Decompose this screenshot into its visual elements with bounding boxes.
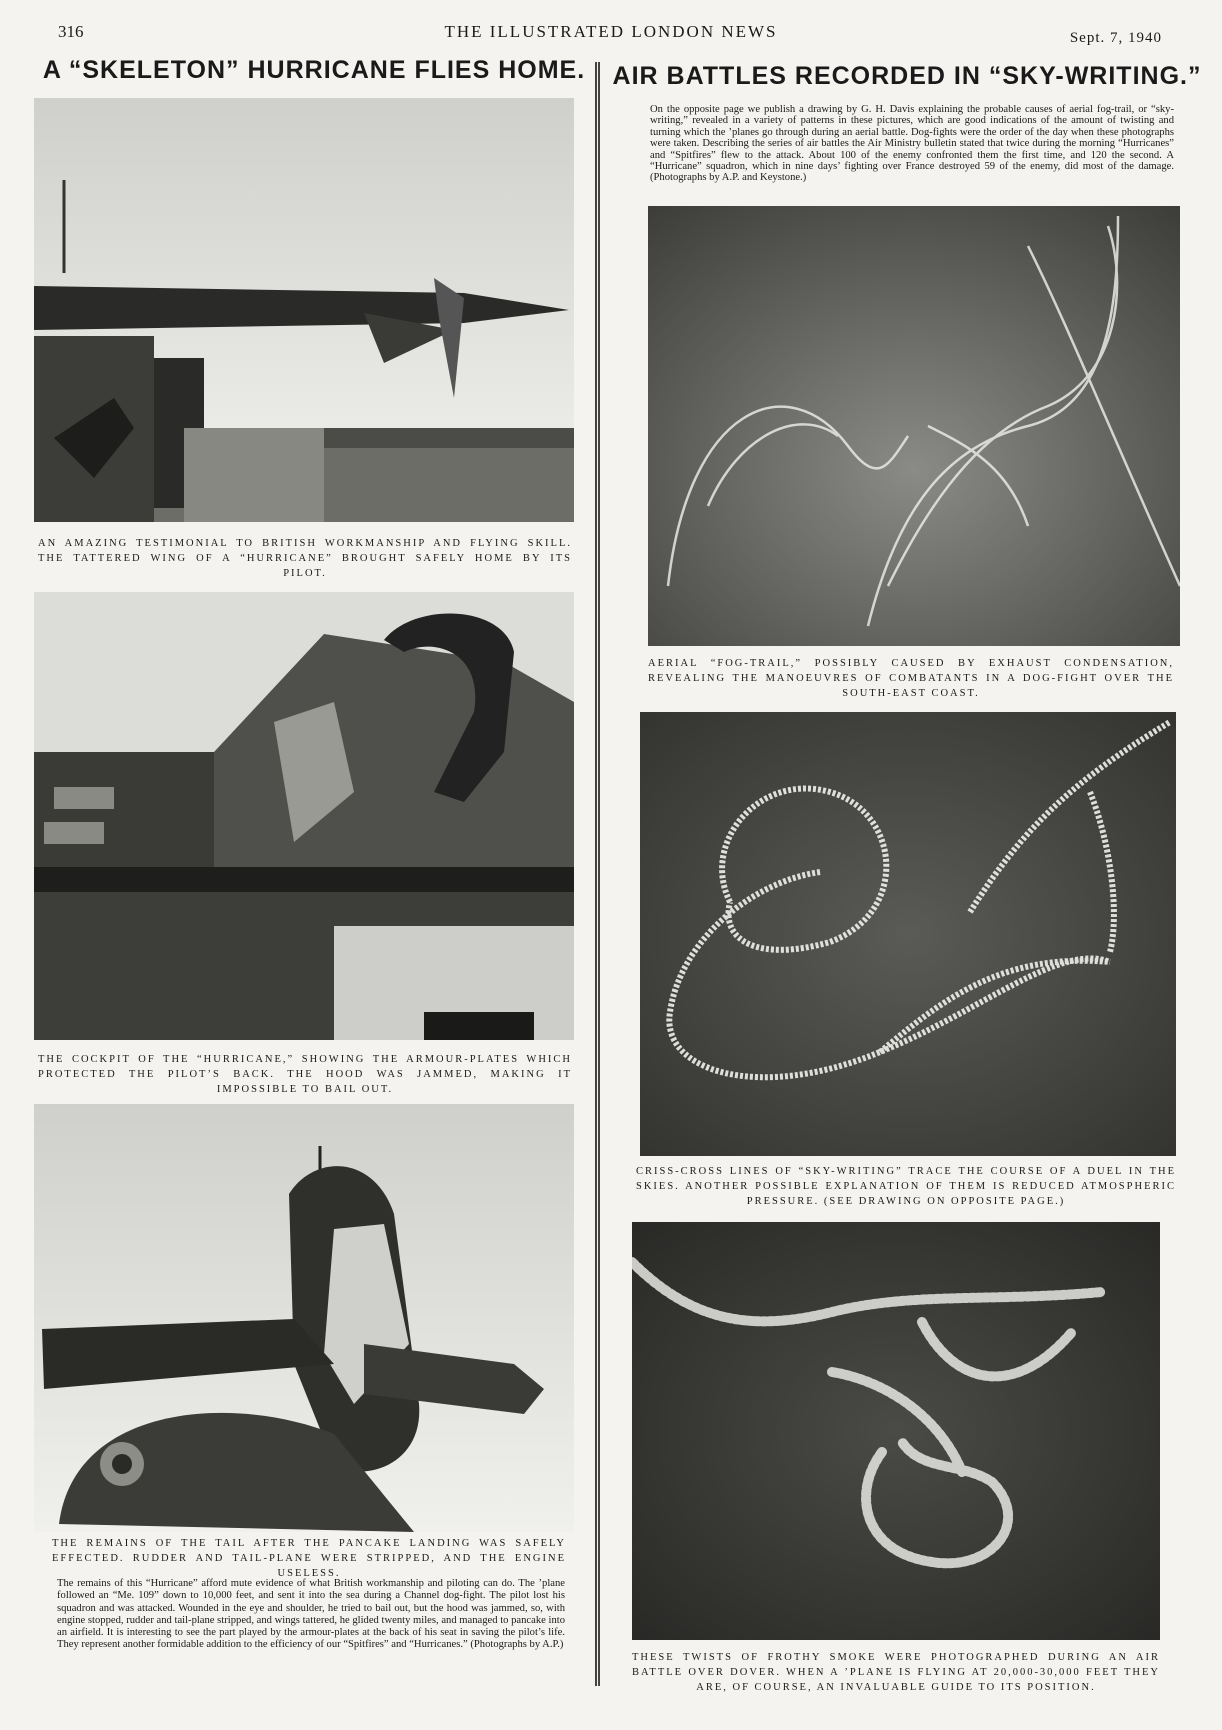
photo-tail-remains — [34, 1104, 574, 1532]
photo-cockpit — [34, 592, 574, 1040]
photo-criss-cross-trails — [640, 712, 1176, 1156]
caption-fog-trail: AERIAL “FOG-TRAIL,” POSSIBLY CAUSED BY EXHAUST CONDENSATION, REVEALING THE MANOEUVRES OF COMBATANTS IN A DOG-FIGHT OVER THE SOUTH-EAST COAST. — [648, 658, 1174, 699]
page-header — [0, 18, 1222, 48]
photo-frothy-smoke — [632, 1222, 1160, 1640]
left-body-text: The remains of this “Hurricane” afford mute evidence of what British workmanship and piloting can do. The ’plane followed an “Me. 109” down to 10,000 feet, and sent it into the sea during a Channel dog-fight. The pilot lost his squadron and was attacked. Wounded in the eye and shoulder, he tried to bail out, but the hood was jammed, so, with engine stopped, rudder and tail-plane stripped, and wings tattered, he glided twenty miles, and managed to pancake into an airfield. It is interesting to see the part played by the armour-plates at the back of his seat in saving the pilot’s life. They represent another formidable addition to the efficiency of our “Spitfires” and “Hurricanes.” (Photographs by A.P.) — [57, 1578, 565, 1651]
photo-tattered-wing — [34, 98, 574, 522]
page-number: 316 — [58, 22, 84, 41]
caption-wing: AN AMAZING TESTIMONIAL TO BRITISH WORKMANSHIP AND FLYING SKILL. THE TATTERED WING OF A “HURRICANE” BROUGHT SAFELY HOME BY ITS PILOT. — [38, 538, 572, 579]
publication-name: THE ILLUSTRATED LONDON NEWS — [444, 22, 778, 41]
left-article-title: A “SKELETON” HURRICANE FLIES HOME. — [42, 56, 586, 84]
caption-frothy-smoke: THESE TWISTS OF FROTHY SMOKE WERE PHOTOGRAPHED DURING AN AIR BATTLE OVER DOVER. WHEN A ’PLANE IS FLYING AT 20,000-30,000 FEET THEY ARE, OF COURSE, AN INVALUABLE GUIDE TO ITS POSITION. — [632, 1652, 1160, 1693]
right-article-title: AIR BATTLES RECORDED IN “SKY-WRITING.” — [612, 62, 1202, 90]
right-intro-text: On the opposite page we publish a drawing by G. H. Davis explaining the probable causes of aerial fog-trail, or “sky-writing,” revealed in a variety of patterns in these pictures, which are good indications of the amount of twisting and turning which the ’planes go through during an aerial battle. Dog-fights were the order of the day when these photographs were taken. Describing the series of air battles the Air Ministry bulletin stated that twice during the morning “Hurricanes” and “Spitfires” flew to the attack. About 100 of the enemy confronted them the first time, and 120 the second. A “Hurricane” squadron, which in nine days’ fighting over France destroyed 59 of the enemy, did most of the damage. (Photographs by A.P. and Keystone.) — [650, 104, 1174, 184]
caption-tail: THE REMAINS OF THE TAIL AFTER THE PANCAKE LANDING WAS SAFELY EFFECTED. RUDDER AND TAIL-PLANE WERE STRIPPED, AND THE ENGINE USELESS. — [52, 1538, 566, 1579]
photo-fog-trail — [648, 206, 1180, 646]
caption-cockpit: THE COCKPIT OF THE “HURRICANE,” SHOWING THE ARMOUR-PLATES WHICH PROTECTED THE PILOT’S BACK. THE HOOD WAS JAMMED, MAKING IT IMPOSSIBLE TO BAIL OUT. — [38, 1054, 572, 1095]
issue-date: Sept. 7, 1940 — [1069, 30, 1162, 46]
caption-criss-cross: CRISS-CROSS LINES OF “SKY-WRITING” TRACE THE COURSE OF A DUEL IN THE SKIES. ANOTHER POSSIBLE EXPLANATION OF THEM IS REDUCED ATMOSPHERIC PRESSURE. (SEE DRAWING ON OPPOSITE PAGE.) — [636, 1166, 1176, 1207]
column-divider — [595, 62, 600, 1686]
